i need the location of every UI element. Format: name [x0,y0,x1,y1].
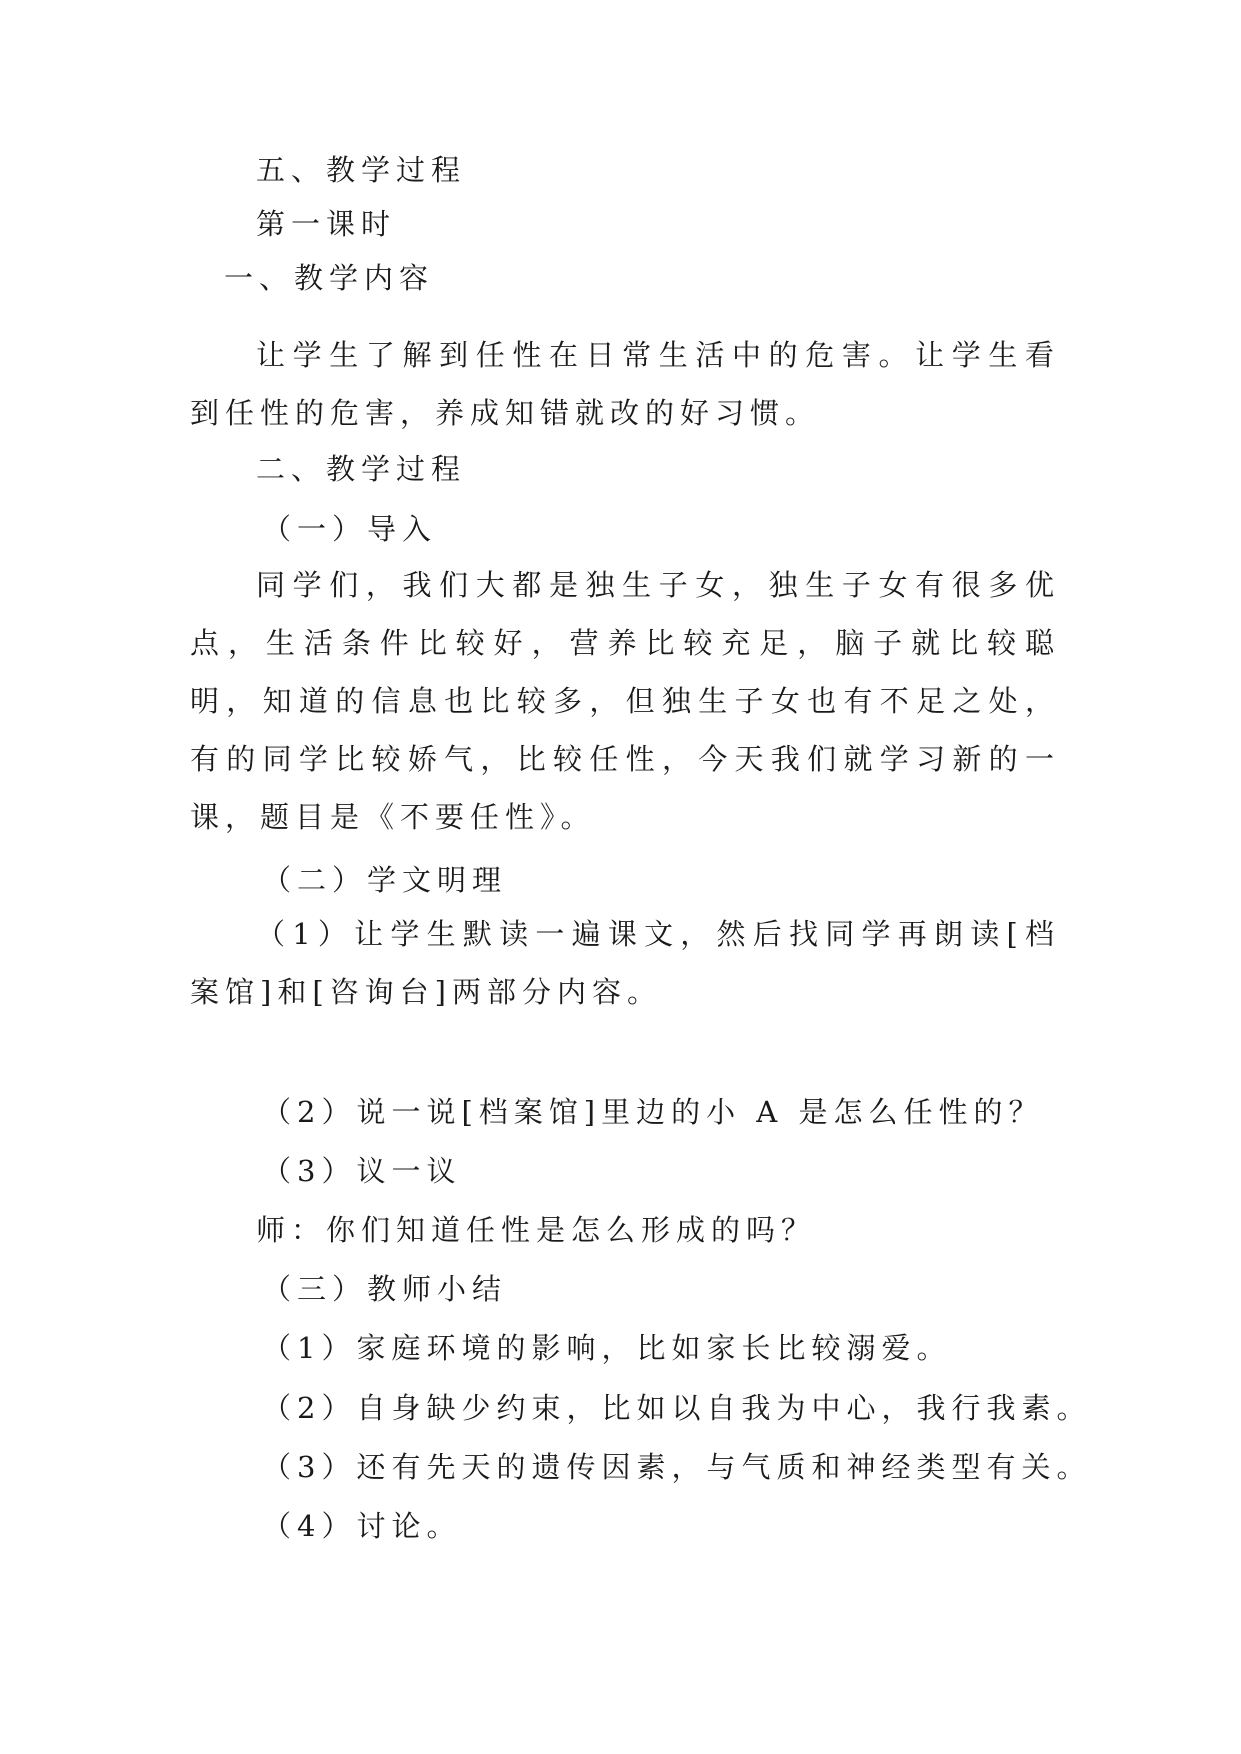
intro-subheading: （一）导入 [262,512,438,546]
study-paragraph: （1）让学生默读一遍课文，然后找同学再朗读[档案馆]和[咨询台]两部分内容。 [190,917,1060,1009]
summary-item-3: （3）还有先天的遗传因素，与气质和神经类型有关。 [262,1450,1092,1484]
teacher-question: 师：你们知道任性是怎么形成的吗？ [256,1213,817,1247]
section-heading: 五、教学过程 [256,153,467,187]
study-subheading: （二）学文明理 [262,863,508,897]
summary-item-2: （2）自身缺少约束，比如以自我为中心，我行我素。 [262,1391,1092,1425]
process-heading: 二、教学过程 [256,452,467,486]
lesson-heading: 第一课时 [256,207,397,241]
list-item-2: （2）说一说[档案馆]里边的小 A 是怎么任性的？ [262,1095,1044,1129]
content-heading: 一、教学内容 [224,261,435,295]
list-item-3: （3）议一议 [262,1154,462,1188]
content-paragraph: 让学生了解到任性在日常生活中的危害。让学生看到任性的危害，养成知错就改的好习惯。 [190,338,1060,430]
summary-item-4: （4）讨论。 [262,1509,462,1543]
summary-item-1: （1）家庭环境的影响，比如家长比较溺爱。 [262,1331,952,1365]
intro-paragraph: 同学们，我们大都是独生子女，独生子女有很多优点，生活条件比较好，营养比较充足，脑子就比较聪明，知道的信息也比较多，但独生子女也有不足之处，有的同学比较娇气，比较任性，今天我们就学习新的一课，题目是《不要任性》。 [190,568,1060,834]
summary-subheading: （三）教师小结 [262,1272,508,1306]
